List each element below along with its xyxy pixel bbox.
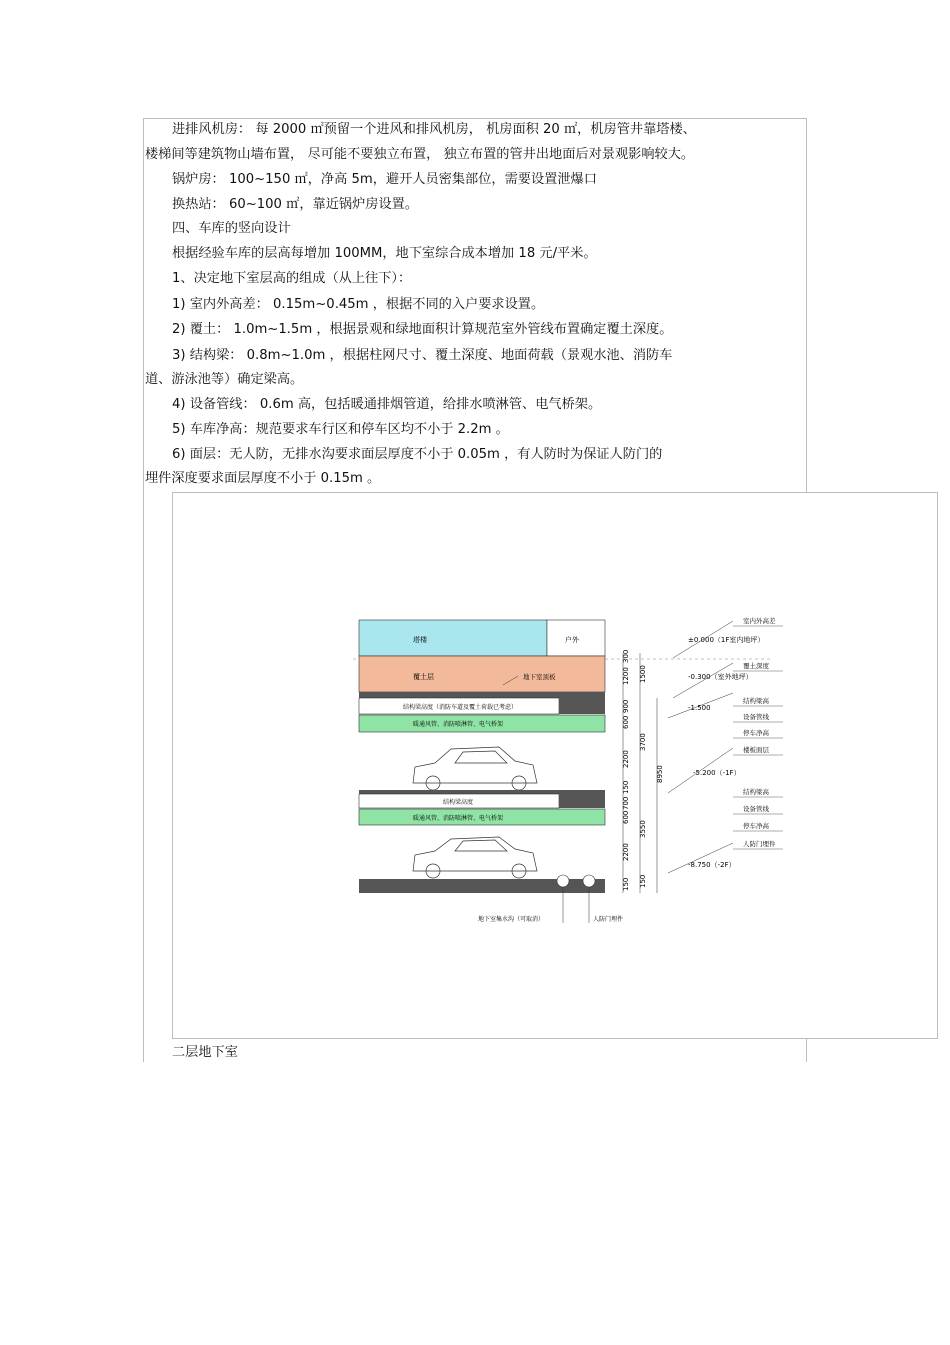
outdoor-label: 户外 xyxy=(565,636,579,644)
svg-text:-1.500: -1.500 xyxy=(688,704,711,712)
svg-text:150: 150 xyxy=(622,877,630,891)
beam-1 xyxy=(559,698,605,714)
roof-slab xyxy=(359,692,605,698)
paragraph-line: 1、决定地下室层高的组成（从上往下）： xyxy=(172,271,412,286)
beam-zone-1-label: 结构梁高度（消防车道及覆土荷载已考虑） xyxy=(403,704,518,711)
beam-zone-2-label: 结构梁高度 xyxy=(443,799,474,806)
svg-text:600: 600 xyxy=(622,715,630,729)
svg-text:1200: 1200 xyxy=(622,667,630,685)
svg-text:600: 600 xyxy=(622,810,630,824)
svg-text:楼板面层: 楼板面层 xyxy=(743,746,769,754)
paragraph-line: 换热站： 60~100 ㎡，靠近锅炉房设置。 xyxy=(172,197,419,212)
svg-text:设备管线: 设备管线 xyxy=(743,805,769,813)
svg-text:150: 150 xyxy=(622,780,630,794)
paragraph-line: 楼梯间等建筑物山墙布置， 尽可能不要独立布置， 独立布置的管井出地面后对景观影响较大。 xyxy=(145,147,695,162)
beam-2 xyxy=(559,794,605,808)
svg-text:2200: 2200 xyxy=(622,750,630,768)
svg-text:700: 700 xyxy=(622,796,630,810)
svg-text:-8.750（-2F）: -8.750（-2F） xyxy=(688,861,736,869)
svg-text:设备管线: 设备管线 xyxy=(743,713,769,721)
svg-text:3700: 3700 xyxy=(639,733,647,751)
svg-text:±0.000（1F室内地坪）: ±0.000（1F室内地坪） xyxy=(688,636,765,644)
list-item: 3) 结构梁： 0.8m~1.0m ，根据柱网尺寸、覆土深度、地面荷载（景观水池、消防车 xyxy=(172,348,673,363)
svg-text:结构梁高: 结构梁高 xyxy=(743,697,769,705)
list-item: 5) 车库净高：规范要求车行区和停车区均不小于 2.2m 。 xyxy=(172,422,509,437)
svg-text:覆土深度: 覆土深度 xyxy=(743,662,769,670)
drain-icon xyxy=(557,875,569,887)
svg-text:停车净高: 停车净高 xyxy=(743,729,769,737)
civil-door-label: 人防门埋件 xyxy=(593,916,624,923)
list-item-continuation: 埋件深度要求面层厚度不小于 0.15m 。 xyxy=(145,471,381,486)
svg-text:-0.300（室外地坪）: -0.300（室外地坪） xyxy=(688,673,753,681)
figure-box xyxy=(172,492,938,1039)
svg-text:室内外高差: 室内外高差 xyxy=(743,617,776,625)
tower-label: 塔楼 xyxy=(413,636,427,644)
paragraph-line: 进排风机房： 每 2000 ㎡预留一个进风和排风机房， 机房面积 20 ㎡，机房管井靠塔楼、 xyxy=(172,122,696,137)
car-icon xyxy=(413,747,537,790)
right-labels xyxy=(743,616,776,848)
svg-text:150: 150 xyxy=(639,874,647,888)
svg-text:3550: 3550 xyxy=(639,820,647,838)
door-embed-icon xyxy=(583,875,595,887)
roof-slab-label: 地下室顶板 xyxy=(523,673,556,681)
svg-text:结构梁高: 结构梁高 xyxy=(743,788,769,796)
paragraph-line: 根据经验车库的层高每增加 100MM，地下室综合成本增加 18 元/平米。 xyxy=(172,246,597,261)
basement-section-diagram xyxy=(173,493,937,1038)
pipes-zone-1-label: 暖通风管、消防喷淋管、电气桥架 xyxy=(413,721,504,728)
floor-slab-1f xyxy=(359,790,605,794)
list-item: 1) 室内外高差： 0.15m~0.45m ，根据不同的入户要求设置。 xyxy=(172,297,545,312)
drain-label: 地下室集水沟（可取消） xyxy=(478,916,545,923)
list-item: 2) 覆土： 1.0m~1.5m ，根据景观和绿地面积计算规范室外管线布置确定覆土深度。 xyxy=(172,322,673,337)
figure-caption: 二层地下室 xyxy=(172,1045,238,1060)
soil-label: 覆土层 xyxy=(413,673,434,681)
car-icon xyxy=(413,837,537,878)
section-heading: 四、车库的竖向设计 xyxy=(172,221,291,236)
paragraph-line: 锅炉房： 100~150 ㎡，净高 5m，避开人员密集部位，需要设置泄爆口 xyxy=(172,172,597,187)
tower-block xyxy=(359,620,547,656)
svg-text:-5.200（-1F）: -5.200（-1F） xyxy=(693,769,741,777)
svg-text:1500: 1500 xyxy=(639,665,647,683)
frame-right-line-lower xyxy=(806,1037,807,1062)
svg-text:900: 900 xyxy=(622,699,630,713)
right-label-underlines xyxy=(733,626,783,849)
svg-text:停车净高: 停车净高 xyxy=(743,822,769,830)
list-item: 4) 设备管线： 0.6m 高，包括暖通排烟管道，给排水喷淋管、电气桥架。 xyxy=(172,397,602,412)
pipes-zone-2-label: 暖通风管、消防喷淋管、电气桥架 xyxy=(413,815,504,822)
svg-text:人防门埋件: 人防门埋件 xyxy=(743,840,776,848)
frame-left-line xyxy=(143,118,144,1062)
svg-text:8950: 8950 xyxy=(656,765,664,783)
list-item: 6) 面层：无人防，无排水沟要求面层厚度不小于 0.05m ，有人防时为保证人防门的 xyxy=(172,447,663,462)
soil-layer xyxy=(359,656,605,692)
dimension-labels xyxy=(622,650,664,891)
list-item-continuation: 道、游泳池等）确定梁高。 xyxy=(145,372,304,387)
svg-text:2200: 2200 xyxy=(622,843,630,861)
svg-text:300: 300 xyxy=(622,649,630,663)
